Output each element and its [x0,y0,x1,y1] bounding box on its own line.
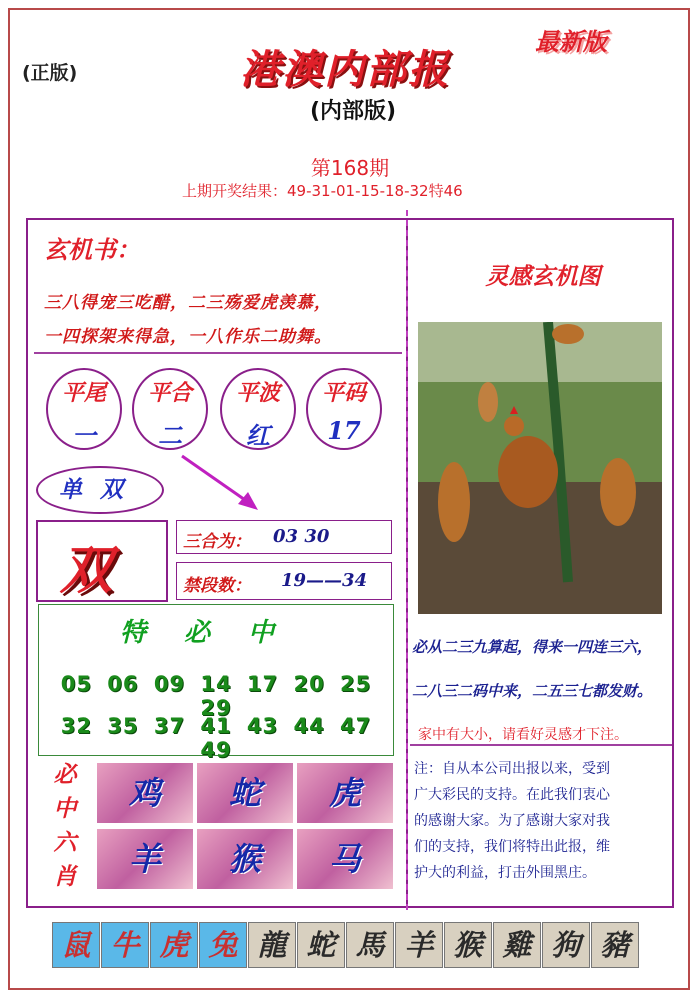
zodiac-cell [296,828,394,890]
notice-line: 注：自从本公司出报以来，受到 [414,761,610,777]
oval-flat-wave [220,368,296,450]
zodiac-animal: 马 [328,840,361,878]
zodiac-animal: 虎 [328,774,361,812]
big-char: 双 [60,540,113,601]
zodiac-bar-cell: 牛 [101,922,149,968]
special-row-1 [40,672,392,720]
number: 41 [200,714,232,738]
number: 09 [153,672,186,696]
hint-line-2: 二八三二码中来，二五三七都发财。 [412,682,653,700]
zodiac-animal: 羊 [128,840,161,878]
notice-line: 广大彩民的支持。在此我们衷心 [414,787,610,803]
notice-divider [410,744,672,746]
riddle-line-1: 三八得宠三吃醋，二三殇爱虎羡慕， [44,293,332,313]
number: 43 [246,714,279,738]
special-row-2 [40,714,392,762]
oval-label: 平波 [235,380,280,406]
oval-label: 平尾 [61,380,106,406]
range-box [176,562,392,600]
chicken-photo [418,322,662,614]
zodiac-six-title: 必中六肖 [53,761,77,890]
number: 35 [107,714,139,738]
oval-value: 一 [72,421,96,450]
oval-value: 红 [246,421,270,450]
arrow-icon [176,450,266,514]
number: 25 [340,672,372,696]
sanhe-label: 三合为： [183,532,251,552]
zodiac-bar-cell: 羊 [395,922,443,968]
zodiac-bar-cell: 猴 [444,922,492,968]
number: 32 [60,714,92,738]
odd-even-oval: 单双 [36,466,164,514]
zodiac-cell [196,828,294,890]
zodiac-bar-cell: 龍 [248,922,296,968]
zodiac-animal: 蛇 [228,774,261,812]
range-label: 禁段数： [183,576,251,596]
riddle-title: 玄机书： [44,235,140,264]
zodiac-bar-cell: 鼠 [52,922,100,968]
latest-edition-tag: 最新版 [535,27,607,56]
zodiac-cell [96,828,194,890]
number: 06 [107,672,139,696]
oval-flat-tail [46,368,122,450]
number: 44 [293,714,325,738]
page-subtitle: (内部版) [310,99,397,124]
oval-label: 平合 [147,380,192,406]
zodiac-animal: 鸡 [128,774,161,812]
zodiac-cell [196,762,294,824]
notice-line: 护大的利益，打击外围黑庄。 [414,865,596,881]
zodiac-animal: 猴 [228,840,261,878]
number: 20 [293,672,325,696]
notice-line: 们的支持，我们将特出此报，维 [414,839,610,855]
zodiac-bar-cell: 雞 [493,922,541,968]
zodiac-cell [96,762,194,824]
oval-flat-sum [132,368,208,450]
zodiac-bar-cell: 虎 [150,922,198,968]
picture-title: 灵感玄机图 [485,263,601,290]
notice-line: 的感谢大家。为了感谢大家对我 [414,813,610,829]
number: 05 [60,672,92,696]
zodiac-bar-cell: 豬 [591,922,639,968]
sanhe-box [176,520,392,554]
sanhe-value: 03 30 [273,526,330,547]
oval-flat-code [306,368,382,450]
zodiac-bar-cell: 狗 [542,922,590,968]
number: 29 [200,696,232,720]
hint-line-1: 必从二三九算起，得来一四连三六， [412,638,653,656]
notice-text [414,756,670,886]
number: 17 [246,672,279,696]
number: 49 [200,738,232,762]
zodiac-bar-cell: 蛇 [297,922,345,968]
column-divider [406,210,408,910]
picture-note: 家中有大小，请看好灵感才下注。 [418,727,628,743]
number: 14 [200,672,232,696]
zodiac-cell [296,762,394,824]
last-result: 上期开奖结果：49-31-01-15-18-32特46 [182,182,463,200]
riddle-divider [34,352,402,354]
range-value: 19——34 [281,570,368,591]
number: 37 [153,714,186,738]
number: 47 [340,714,372,738]
oval-label: 平码 [321,380,366,406]
zodiac-bar-cell: 兔 [199,922,247,968]
riddle-line-2: 一四探架来得急，一八作乐二助舞。 [44,327,332,347]
page-title: 港澳内部报 [240,46,450,93]
zodiac-bar-cell: 馬 [346,922,394,968]
oval-value: 17 [327,416,361,445]
oval-value: 二 [158,421,182,450]
edition-tag: (正版) [22,62,78,84]
special-title: 特必中 [119,618,312,648]
issue-number: 第168期 [310,156,390,180]
